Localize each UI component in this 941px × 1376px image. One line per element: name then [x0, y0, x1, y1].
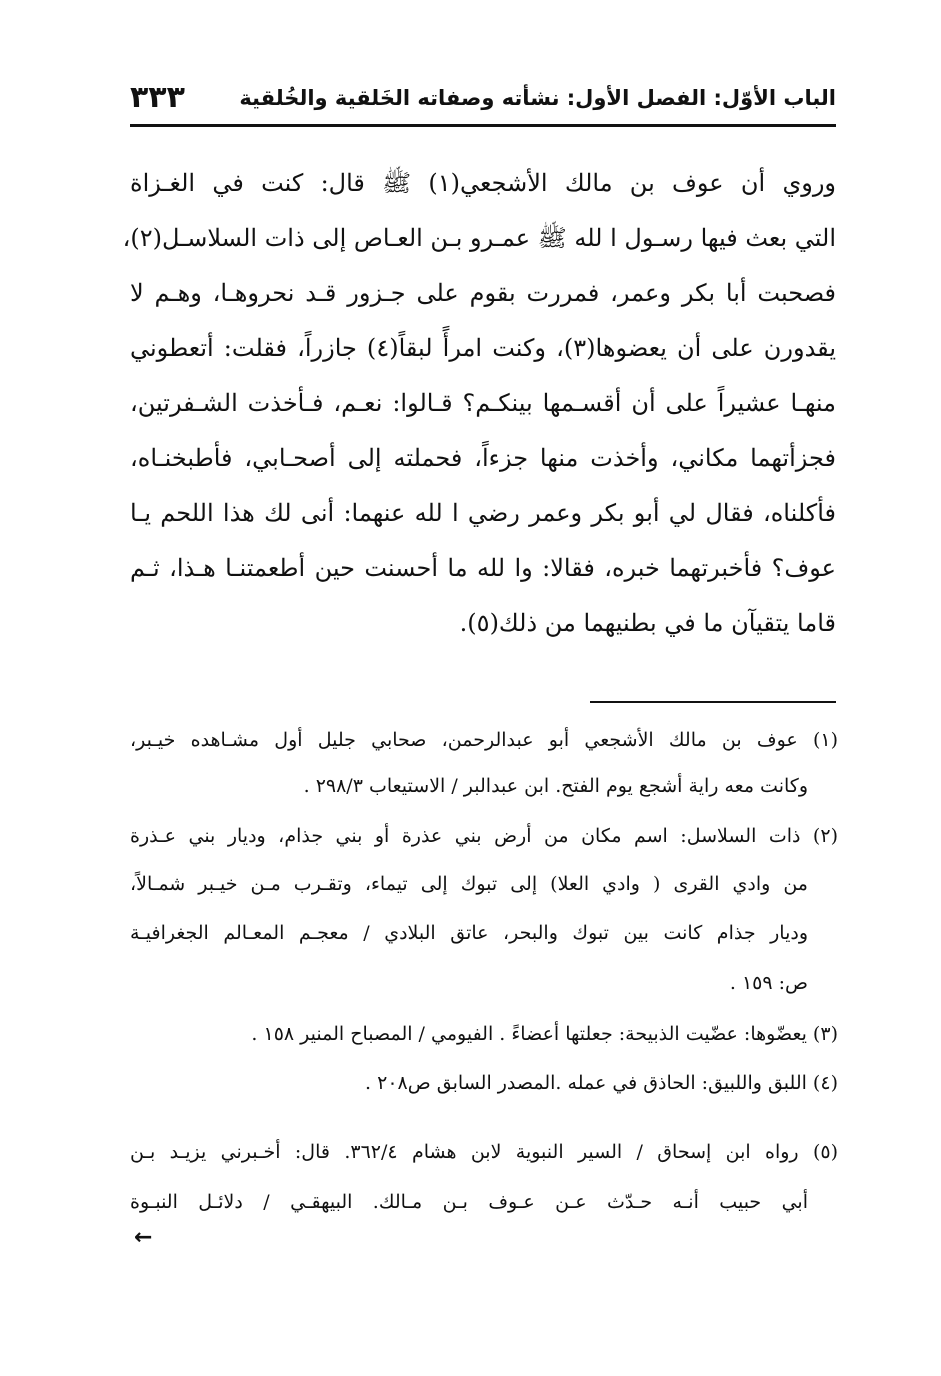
footnote-line: أبي حبيب أنـه حـدّث عـن عـوف بـن مـالك. البيهقـي / دلائـل النبـوة: [130, 1191, 808, 1213]
footnote-line: وديار جذام كانت بين تبوك والبحر، عاتق البلادي / معجـم المعـالم الجغرافيـة: [130, 922, 808, 944]
body-line: يقدورن على أن يعضوها(٣)، وكنت امرأً لبقاً(٤) جازراً، فقلت: أتعطوني: [130, 334, 836, 362]
footnote-line: (٤) اللبق واللبيق: الحاذق في عمله .المصدر السابق ص٢٠٨ .: [365, 1072, 838, 1094]
body-line: قاما يتقيآن ما في بطنيهما من ذلك(٥).: [459, 609, 836, 637]
page-number: ٣٣٣: [130, 80, 185, 115]
footnote-separator: [590, 701, 836, 703]
body-line: وروي أن عوف بن مالك الأشجعي(١) ﷺ قال: كنت في الغـزاة: [130, 169, 836, 197]
body-line: فصحبت أبا بكر وعمر، فمررت بقوم على جـزور قـد نحروهـا، وهـم لا: [130, 279, 837, 307]
footnote-line: من وادي القرى ( وادي العلا) إلى تبوك إلى تيماء، وتقـرب مـن خيـبر شمـالاً،: [130, 873, 808, 895]
footnote-line: (١) عوف بن مالك الأشجعي أبو عبدالرحمن، صحابي جليل أول مشـاهده خيـبر،: [130, 729, 838, 751]
footnote-line: ص: ١٥٩ .: [729, 972, 808, 994]
running-header: [130, 80, 836, 127]
body-line: التي بعث فيها رسـول ا لله ﷺ عمـرو بـن العـاص إلى ذات السلاسـل(٢)،: [122, 224, 836, 252]
body-line: فجزأتهما مكاني، وأخذت منها جزءاً، فحملته إلى أصحـابي، فأطبخنـاه،: [130, 444, 836, 472]
footnote-line: (٥) رواه ابن إسحاق / السير النبوية لابن هشام ٣٦٢/٤. قال: أخـبرني يزيـد بـن: [130, 1141, 838, 1163]
continue-arrow-icon: ←: [134, 1225, 153, 1250]
main-body-text: [122, 156, 837, 651]
footnote-line: (٢) ذات السلاسل: اسم مكان من أرض بني عذرة أو بني جذام، وديار بني عـذرة: [130, 825, 838, 847]
footnote-line: وكانت معه راية أشجع يوم الفتح. ابن عبدالبر / الاستيعاب ٢٩٨/٣ .: [303, 775, 808, 797]
footnote-line: (٣) يعضّوها: عضّيت الذبيحة: جعلتها أعضاءً . الفيومي / المصباح المنير ١٥٨ .: [251, 1023, 838, 1045]
body-line: فأكلناه، فقال لي أبو بكر وعمر رضي ا لله عنهما: أنى لك هذا اللحم يـا: [130, 499, 836, 527]
body-line: منهـا عشيراً على أن أقسـمها بينكـم؟ قـالوا: نعـم، فـأخذت الشـفرتين،: [130, 389, 836, 417]
body-line: عوف؟ فأخبرتهما خبره، فقالا: وا لله ما أحسنت حين أطعمتنـا هـذا، ثـم: [130, 554, 836, 582]
chapter-title: الباب الأوّل: الفصل الأول: نشأته وصفاته الخَلقية والخُلقية: [239, 86, 836, 110]
